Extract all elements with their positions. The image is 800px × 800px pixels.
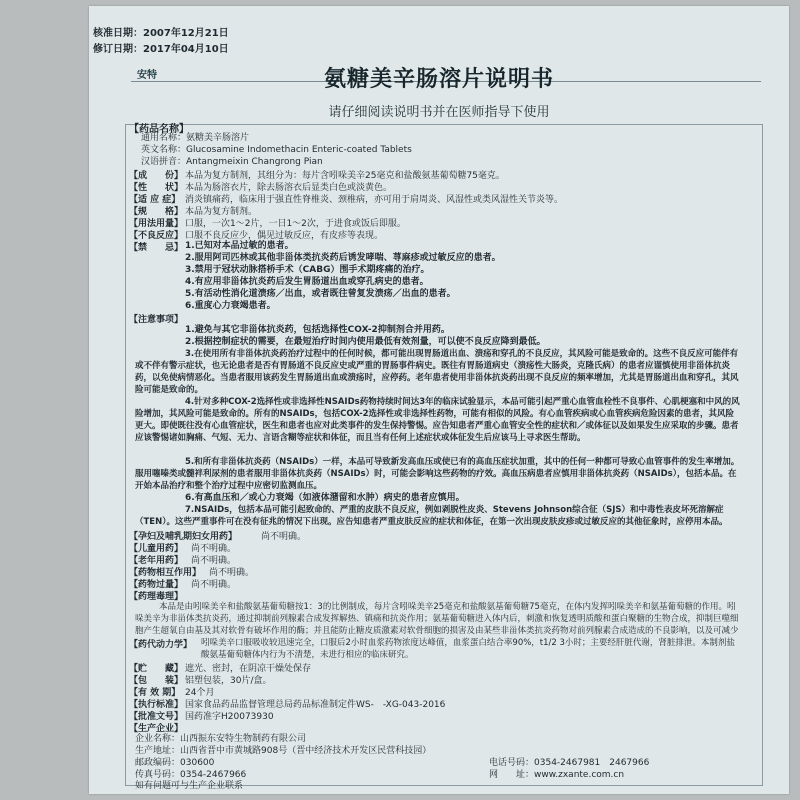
english-name: 英文名称：Glucosamine Indomethacin Enteric-coated Tablets bbox=[141, 145, 412, 155]
field-label: 【儿童用药】 bbox=[129, 544, 184, 554]
precaution-item: 1.避免与其它非甾体抗炎药，包括选择性COX-2抑制剂合并用药。 bbox=[185, 325, 450, 335]
manufacturer-value: 0354-2467981 2467966 bbox=[534, 758, 650, 768]
field-label: 【药物相互作用】 bbox=[129, 568, 202, 578]
precaution-item: 5.和所有非甾体抗炎药（NSAIDs）一样，本品可导致新发高血压或使已有的高血压症状加重，其中的任何一种都可导致心血管事件的发生率增加。服用噻嗪类或髓袢利尿剂的患者服用非甾体抗炎药（NSAIDs）时，可能会影响这些药物的疗效。高血压病患者应慎用非甾体抗炎药（NSAIDs），包括本品。在开始本品治疗和整个治疗过程中应密切监测血压。 bbox=[135, 457, 740, 491]
drug-name-heading: 【药品名称】 bbox=[129, 124, 189, 135]
pinyin-name: 汉语拼音：Antangmeixin Changrong Pian bbox=[141, 157, 323, 167]
contraindication-item: 1.已知对本品过敏的患者。 bbox=[185, 241, 294, 251]
manufacturer-row bbox=[135, 745, 431, 757]
manufacturer-row bbox=[489, 769, 624, 781]
contraindication-item: 2.服用阿司匹林或其他非甾体类抗炎药后诱发哮喘、荨麻疹或过敏反应的患者。 bbox=[185, 253, 501, 263]
field-value: 口服不良反应少，偶见过敏反应，有皮疹等表现。 bbox=[185, 231, 384, 241]
generic-name: 通用名称：氨糖美辛肠溶片 bbox=[141, 133, 250, 143]
manufacturer-label: 企业名称： bbox=[135, 734, 181, 744]
field-label: 【性 状】 bbox=[129, 183, 184, 193]
manufacturer-row bbox=[489, 757, 649, 769]
field-label: 【不良反应】 bbox=[129, 231, 184, 241]
field-value: 尚不明确。 bbox=[209, 568, 255, 578]
field-value: 国药准字H20073930 bbox=[185, 712, 274, 722]
contraindication-item: 5.有活动性消化道溃疡／出血，或者既往曾复发溃疡／出血的患者。 bbox=[185, 289, 456, 299]
field-label: 【孕妇及哺乳期妇女用药】 bbox=[129, 532, 238, 542]
field-label: 【执行标准】 bbox=[129, 700, 184, 710]
field-value: 尚不明确。 bbox=[191, 556, 237, 566]
contraindication-item: 3.禁用于冠状动脉搭桥手术（CABG）围手术期疼痛的治疗。 bbox=[185, 265, 430, 275]
manufacturer-label: 传真号码： bbox=[135, 770, 181, 780]
field-value: 消炎镇痛药，临床用于强直性脊椎炎、颈椎病，亦可用于肩周炎、风湿性或类风湿性关节炎等。 bbox=[185, 195, 564, 205]
manufacturer-value: 0354-2467966 bbox=[180, 770, 247, 780]
pharmacokinetics-text: 吲哚美辛口服吸收较迅速完全，口服后2小时血浆药物浓度达峰值，血浆蛋白结合率90%，t1/2 3小时；主要经肝脏代谢，肾脏排泄。本制剂盐酸氨基葡萄糖体内行为不清楚，未进行相应的临床研究。 bbox=[201, 638, 735, 660]
document-subtitle: 请仔细阅读说明书并在医师指导下使用 bbox=[328, 105, 550, 120]
manufacturer-value: 山西振东安特生物制药有限公司 bbox=[180, 734, 307, 744]
manufacturer-value: 030600 bbox=[180, 758, 215, 768]
field-label: 【适 应 症】 bbox=[129, 195, 181, 205]
precaution-item: 7.NSAIDs，包括本品可能引起致命的、严重的皮肤不良反应，例如剥脱性皮炎、Stevens Johnson综合征（SJS）和中毒性表皮坏死溶解症（TEN）。这些严重事件可在没有征兆的情况下出现。应告知患者严重皮肤反应的症状和体征，在第一次出现皮肤皮疹或过敏反应的其他征象时，应停用本品。 bbox=[135, 505, 728, 527]
field-value: 本品为复方制剂，其组分为：每片含吲哚美辛25毫克和盐酸氨基葡萄糖75毫克。 bbox=[185, 171, 505, 181]
leaflet-page bbox=[89, 6, 789, 794]
field-label: 【有 效 期】 bbox=[129, 688, 181, 698]
manufacturer-label: 网 址： bbox=[489, 770, 535, 780]
precaution-item: 2.根据控制症状的需要，在最短治疗时间内使用最低有效剂量，可以使不良反应降到最低。 bbox=[185, 337, 546, 347]
field-value: 尚不明确。 bbox=[191, 544, 237, 554]
field-value: 遮光、密封，在阴凉干燥处保存 bbox=[185, 664, 312, 674]
field-label: 【用法用量】 bbox=[129, 219, 184, 229]
approve-date: 核准日期：2007年12月21日 bbox=[93, 28, 229, 39]
field-value: 口服，一次1～2片，一日1～2次，于进食或饭后即服。 bbox=[185, 219, 406, 229]
field-value: 24个月 bbox=[185, 688, 215, 698]
document-title: 氨糖美辛肠溶片说明书 bbox=[323, 67, 554, 92]
pharmacokinetics-heading: 【药代动力学】 bbox=[129, 640, 193, 650]
precaution-item: 6.有高血压和／或心力衰竭（如液体潴留和水肿）病史的患者应慎用。 bbox=[185, 493, 465, 503]
manufacturer-value: 山西省晋中市黄城路908号（晋中经济技术开发区民营科技园） bbox=[180, 746, 432, 756]
manufacturer-row bbox=[135, 757, 214, 769]
field-value: 尚不明确。 bbox=[261, 532, 307, 542]
manufacturer-label: 生产地址： bbox=[135, 746, 181, 756]
field-value: 本品为复方制剂。 bbox=[185, 207, 258, 217]
contraindications-heading: 【禁 忌】 bbox=[129, 243, 184, 253]
pharmacology-heading: 【药理毒理】 bbox=[129, 592, 184, 602]
manufacturer-label: 电话号码： bbox=[489, 758, 535, 768]
precautions-heading: 【注意事项】 bbox=[129, 315, 184, 325]
pharmacology-text: 本品是由吲哚美辛和盐酸氨基葡萄糖按1：3的比例制成，每片含吲哚美辛25毫克和盐酸氨基葡萄糖75毫克，在体内发挥吲哚美辛和氨基葡萄糖的作用。吲哚美辛为非甾体类抗炎药，通过抑制前列腺素合成发挥解热、镇痛和抗炎作用；氨基葡萄糖进入体内后，刺激和恢复透明质酸和蛋白聚糖的生物合成，抑制巨噬细胞产生超氧自由基及其对软骨有破坏作用的酶；并且能防止糖皮质激素对软骨细胞的损害及由某些非甾体类抗炎药物对前列腺素合成造成的不良影响，以及可减少 bbox=[135, 602, 739, 636]
manufacturer-heading: 【生产企业】 bbox=[129, 724, 184, 734]
field-label: 【药物过量】 bbox=[129, 580, 184, 590]
field-label: 【批准文号】 bbox=[129, 712, 184, 722]
revise-date: 修订日期：2017年04月10日 bbox=[93, 44, 229, 55]
field-label: 【老年用药】 bbox=[129, 556, 184, 566]
contraindication-item: 4.有应用非甾体抗炎药后发生胃肠道出血或穿孔病史的患者。 bbox=[185, 277, 429, 287]
manufacturer-label: 邮政编码： bbox=[135, 758, 181, 768]
precaution-item: 4.针对多种COX-2选择性或非选择性NSAIDs药物持续时间达3年的临床试验显示，本品可能引起严重心血管血栓性不良事件、心肌梗塞和中风的风险增加，其风险可能是致命的。所有的NSAIDs，包括COX-2选择性或非选择性药物，可能有相似的风险。有心血管疾病或心血管疾病危险因素的患者，其风险更大。即使既往没有心血管症状，医生和患者也应对此类事件的发生保持警惕。应告知患者严重心血管安全性的症状和／或体征以及如果发生应采取的步骤。患者应该警惕诸如胸痛、气短、无力、言语含糊等症状和体征，而且当有任何上述症状或体征发生后应该马上寻求医生帮助。 bbox=[135, 397, 740, 443]
field-label: 【贮 藏】 bbox=[129, 664, 184, 674]
field-label: 【包 装】 bbox=[129, 676, 184, 686]
field-value: 国家食品药品监督管理总局药品标准制定件WS- -XG-043-2016 bbox=[185, 700, 446, 710]
manufacturer-value: www.zxante.com.cn bbox=[534, 770, 625, 780]
contraindication-item: 6.重度心力衰竭患者。 bbox=[185, 301, 276, 311]
manufacturer-row bbox=[135, 733, 306, 745]
field-value: 本品为肠溶衣片，除去肠溶衣后显类白色或淡黄色。 bbox=[185, 183, 393, 193]
field-label: 【规 格】 bbox=[129, 207, 184, 217]
precaution-item: 3.在使用所有非甾体抗炎药治疗过程中的任何时候，都可能出现胃肠道出血、溃疡和穿孔的不良反应，其风险可能是致命的。这些不良反应可能伴有或不伴有警示症状，也无论患者是否有胃肠道不良反应史或严重的胃肠事件病史。既往有胃肠道病史（溃疡性大肠炎，克隆氏病）的患者应谨慎使用非甾体抗炎药，以免使病情恶化。当患者服用该药发生胃肠道出血或溃疡时，应停药。老年患者使用非甾体抗炎药出现不良反应的频率增加，尤其是胃肠道出血和穿孔，其风险可能是致命的。 bbox=[135, 349, 739, 395]
field-value: 尚不明确。 bbox=[191, 580, 237, 590]
brand-logo: 安特 bbox=[137, 70, 157, 81]
field-label: 【成 份】 bbox=[129, 171, 184, 181]
contact-note: 如有问题可与生产企业联系 bbox=[135, 781, 244, 791]
field-value: 铝塑包装，30片/盒。 bbox=[185, 676, 272, 686]
